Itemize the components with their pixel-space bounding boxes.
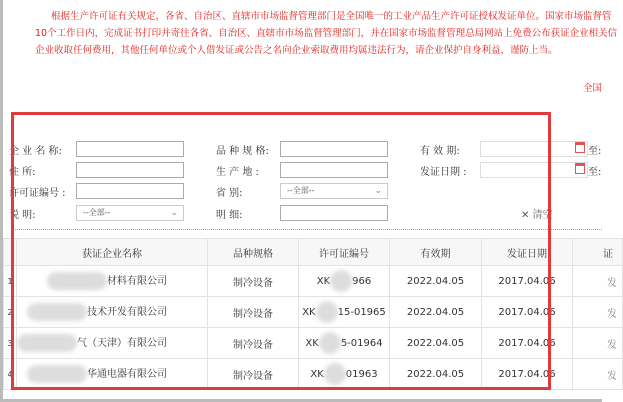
province-select[interactable] (280, 183, 388, 199)
divider (11, 229, 602, 230)
license-prefix: XK (305, 338, 319, 349)
license-suffix: 15-01965 (337, 307, 386, 318)
col-company: 获证企业名称 (17, 239, 208, 266)
license-prefix: XK (302, 307, 316, 318)
redaction (330, 270, 352, 292)
notice-line: 企业收取任何费用，其他任何单位或个人借发证或公告之名向企业索取费用均属违法行为，请企业保护自身利益，谨防上当。 (35, 45, 558, 56)
company-name[interactable]: 华通电器有限公司 (87, 369, 167, 380)
extra: 发 (573, 266, 623, 297)
col-extra: 证 (573, 239, 623, 266)
license-no-input[interactable] (76, 183, 184, 199)
close-icon: ✕ (521, 210, 533, 221)
notice-line: 根据生产许可证有关规定，各省、自治区、直辖市市场监督管理部门是全国唯一的工业产品生产许可证授权发证单位。国家市场监督管 (51, 11, 612, 22)
validity-label: 有 效 期: (420, 146, 460, 157)
address-label: 住 所: (9, 167, 36, 178)
notice-link[interactable]: 全国 (582, 83, 602, 94)
redaction (319, 332, 341, 354)
redaction (47, 272, 107, 290)
issue-date: 2017.04.06 (482, 328, 573, 359)
valid-until: 2022.04.05 (390, 297, 482, 328)
validity-from-input[interactable] (480, 141, 588, 157)
issue-date-from-input[interactable] (480, 162, 588, 178)
company-name[interactable]: 技术开发有限公司 (87, 307, 167, 318)
note-label: 说 明: (9, 210, 36, 221)
company-name-input[interactable] (76, 141, 184, 157)
row-index: 3 (4, 328, 17, 359)
table-row[interactable] (4, 266, 623, 297)
to-label: 至: (588, 167, 602, 178)
results-table (3, 238, 623, 390)
row-index: 4 (4, 359, 17, 390)
col-issued: 发证日期 (482, 239, 573, 266)
license-prefix: XK (310, 369, 324, 380)
chevron-down-icon: ⌄ (170, 208, 178, 218)
calendar-icon[interactable] (575, 163, 585, 174)
address-input[interactable] (76, 162, 184, 178)
redaction (17, 334, 77, 352)
extra: 发 (573, 328, 623, 359)
company-name[interactable]: 材料有限公司 (107, 276, 167, 287)
table-header (4, 239, 623, 266)
redaction (27, 303, 87, 321)
row-index: 1 (4, 266, 17, 297)
valid-until: 2022.04.05 (390, 328, 482, 359)
issue-date: 2017.04.06 (482, 359, 573, 390)
col-license: 许可证编号 (299, 239, 390, 266)
issue-date-label: 发证日期 : (420, 167, 467, 178)
notice-line: 10个工作日内，完成证书打印并寄往各省、自治区、直辖市市场监督管理部门，并在国家市场监督管理总局网站上免费公布获证企业相关信 (35, 28, 618, 39)
company-name-label: 企 业 名 称: (9, 146, 62, 157)
table-row[interactable] (4, 359, 623, 390)
license-no-label: 许可证编号 : (9, 188, 66, 199)
production-site-input[interactable] (280, 162, 388, 178)
clear-button[interactable]: ✕ 清空 (521, 210, 553, 221)
spec: 制冷设备 (208, 266, 299, 297)
product-spec-label: 品 种 规 格: (216, 146, 269, 157)
province-label: 省 别: (216, 188, 243, 199)
product-spec-input[interactable] (280, 141, 388, 157)
row-index: 2 (4, 297, 17, 328)
note-value: --全部-- (83, 208, 111, 217)
table-row[interactable] (4, 328, 623, 359)
spec: 制冷设备 (208, 359, 299, 390)
extra: 发 (573, 359, 623, 390)
calendar-icon[interactable] (575, 142, 585, 153)
spec: 制冷设备 (208, 297, 299, 328)
detail-input[interactable] (280, 205, 388, 221)
company-name[interactable]: 气（天津）有限公司 (77, 338, 167, 349)
valid-until: 2022.04.05 (390, 359, 482, 390)
license-suffix: 5-01964 (340, 338, 383, 349)
spec: 制冷设备 (208, 328, 299, 359)
license-suffix: 01963 (345, 369, 378, 380)
to-label: 至: (588, 146, 602, 157)
redaction (324, 363, 346, 385)
issue-date: 2017.04.06 (482, 266, 573, 297)
col-valid: 有效期 (390, 239, 482, 266)
extra: 发 (573, 297, 623, 328)
note-select[interactable] (76, 205, 184, 221)
redaction (316, 301, 338, 323)
license-suffix: 966 (352, 276, 372, 287)
table-row[interactable] (4, 297, 623, 328)
issue-date: 2017.04.06 (482, 297, 573, 328)
valid-until: 2022.04.05 (390, 266, 482, 297)
col-spec: 品种规格 (208, 239, 299, 266)
redaction (27, 365, 87, 383)
production-site-label: 生 产 地 : (216, 167, 259, 178)
province-value: --全部-- (287, 186, 315, 195)
chevron-down-icon: ⌄ (374, 186, 382, 196)
license-prefix: XK (316, 276, 331, 287)
detail-label: 明 细: (216, 210, 243, 221)
